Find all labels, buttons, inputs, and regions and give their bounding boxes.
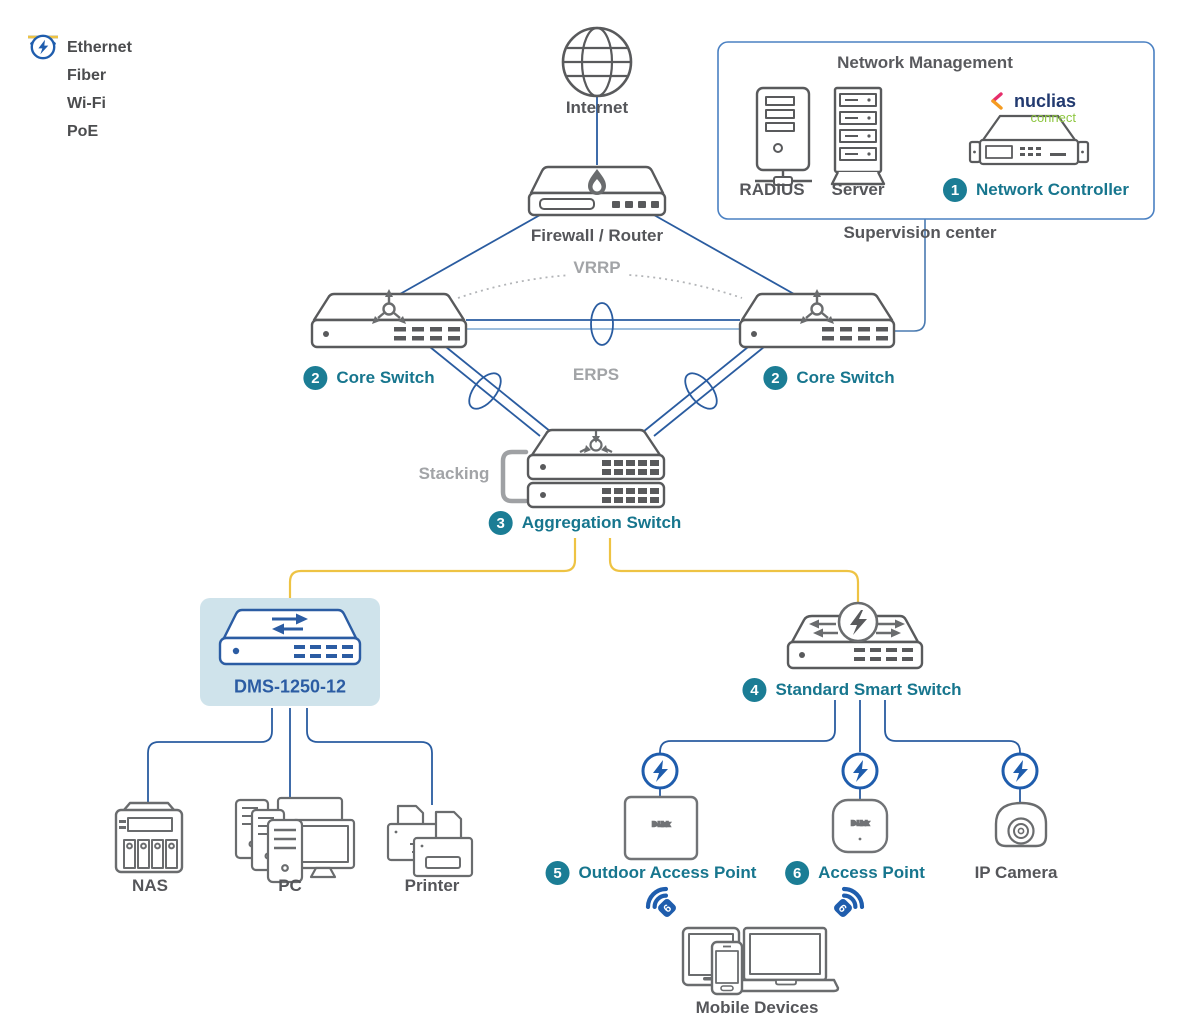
smart-switch-icon xyxy=(788,603,922,668)
server-rack-icon xyxy=(832,88,884,184)
nuclias-sub-text: connect xyxy=(1030,110,1076,125)
link-firewall-coreright xyxy=(654,215,794,294)
link-smart-camera xyxy=(885,700,1020,754)
label-text: Core Switch xyxy=(796,368,895,387)
core-switch-left-icon xyxy=(312,289,466,347)
label-text: Standard Smart Switch xyxy=(775,680,962,699)
link-coreleft-agg-2 xyxy=(446,347,556,436)
core-switch-left-label xyxy=(303,366,434,390)
label-text: Core Switch xyxy=(336,368,435,387)
aggregation-switch-icon xyxy=(528,430,664,507)
vrrp-label: VRRP xyxy=(567,258,626,278)
link-dms-nas xyxy=(148,708,272,804)
network-controller-label xyxy=(943,178,1129,202)
step-badge: 2 xyxy=(763,366,787,390)
nas-icon xyxy=(116,803,182,872)
label-text: Outdoor Access Point xyxy=(578,863,757,882)
radius-server-icon xyxy=(755,88,812,185)
step-badge: 5 xyxy=(546,861,570,885)
network-management-title: Network Management xyxy=(837,53,1013,72)
ip-camera-label: IP Camera xyxy=(974,863,1058,882)
ip-camera-icon xyxy=(996,803,1046,846)
legend-label: Wi-Fi xyxy=(67,95,106,112)
firewall-router-icon xyxy=(529,167,665,215)
legend-poe xyxy=(28,118,132,146)
erps-label: ERPS xyxy=(572,365,620,384)
step-badge: 4 xyxy=(742,678,766,702)
mobile-devices-label: Mobile Devices xyxy=(695,998,819,1017)
stacking-bracket-icon xyxy=(503,452,526,501)
nuclias-chevron-icon xyxy=(990,92,1003,110)
internet-globe-icon xyxy=(563,28,631,96)
lag-ring-core-core xyxy=(591,303,613,345)
dlink-logo-text: D-Link xyxy=(652,822,670,828)
radius-label: RADIUS xyxy=(739,180,805,199)
server-label: Server xyxy=(831,180,885,199)
access-point-icon xyxy=(833,800,887,852)
label-text: Aggregation Switch xyxy=(521,513,682,532)
mobile-devices-icon xyxy=(683,928,838,994)
core-switch-right-icon xyxy=(740,289,894,347)
legend-label: PoE xyxy=(67,123,99,140)
fiber-links xyxy=(290,538,858,603)
internet-label: Internet xyxy=(565,98,629,117)
outdoor-access-point-label xyxy=(546,861,757,885)
dms-switch-icon xyxy=(220,610,360,664)
wifi6-icon xyxy=(644,885,681,922)
link-smart-outdoorap xyxy=(660,700,835,754)
step-badge: 6 xyxy=(785,861,809,885)
smart-switch-label xyxy=(742,678,961,702)
nuclias-connect-logo xyxy=(990,92,1076,124)
outdoor-access-point-icon xyxy=(625,797,697,859)
nuclias-brand-text: nuclias xyxy=(1013,91,1076,111)
link-agg-smart-fiber xyxy=(610,538,858,603)
firewall-label: Firewall / Router xyxy=(530,226,664,245)
poe-icon xyxy=(643,754,677,788)
link-agg-dms-fiber xyxy=(290,538,575,600)
access-point-label xyxy=(785,861,925,885)
dlink-logo-text: D-Link xyxy=(851,821,869,827)
step-badge: 1 xyxy=(943,178,967,202)
wifi6-number: 6 xyxy=(835,902,849,916)
legend xyxy=(28,34,132,146)
poe-icon xyxy=(839,603,877,641)
aggregation-switch-label xyxy=(489,511,682,535)
lag-ring-right xyxy=(679,368,723,414)
legend-wifi xyxy=(28,90,132,118)
link-dms-printer xyxy=(307,708,432,805)
link-firewall-coreleft xyxy=(400,215,540,294)
stacking-label: Stacking xyxy=(418,464,490,483)
dms-label: DMS-1250-12 xyxy=(233,676,347,697)
link-coreright-agg-1 xyxy=(654,347,764,436)
pc-label: PC xyxy=(278,876,302,895)
wifi6-icon xyxy=(829,885,866,922)
step-badge: 2 xyxy=(303,366,327,390)
wifi6-number: 6 xyxy=(661,902,675,916)
legend-fiber xyxy=(28,62,132,90)
nas-label: NAS xyxy=(132,876,168,895)
legend-label: Ethernet xyxy=(67,39,132,56)
core-switch-right-label xyxy=(763,366,894,390)
supervision-center-label: Supervision center xyxy=(843,223,997,242)
poe-icon xyxy=(843,754,877,788)
poe-icon xyxy=(1003,754,1037,788)
legend-label: Fiber xyxy=(67,67,107,84)
link-coreleft-agg-1 xyxy=(430,347,540,436)
printer-label: Printer xyxy=(404,876,460,895)
link-coreright-agg-2 xyxy=(638,347,748,436)
pc-icon xyxy=(236,798,354,882)
label-text: Access Point xyxy=(818,863,925,882)
printer-icon xyxy=(388,806,472,876)
label-text: Network Controller xyxy=(975,180,1130,199)
step-badge: 3 xyxy=(489,511,513,535)
